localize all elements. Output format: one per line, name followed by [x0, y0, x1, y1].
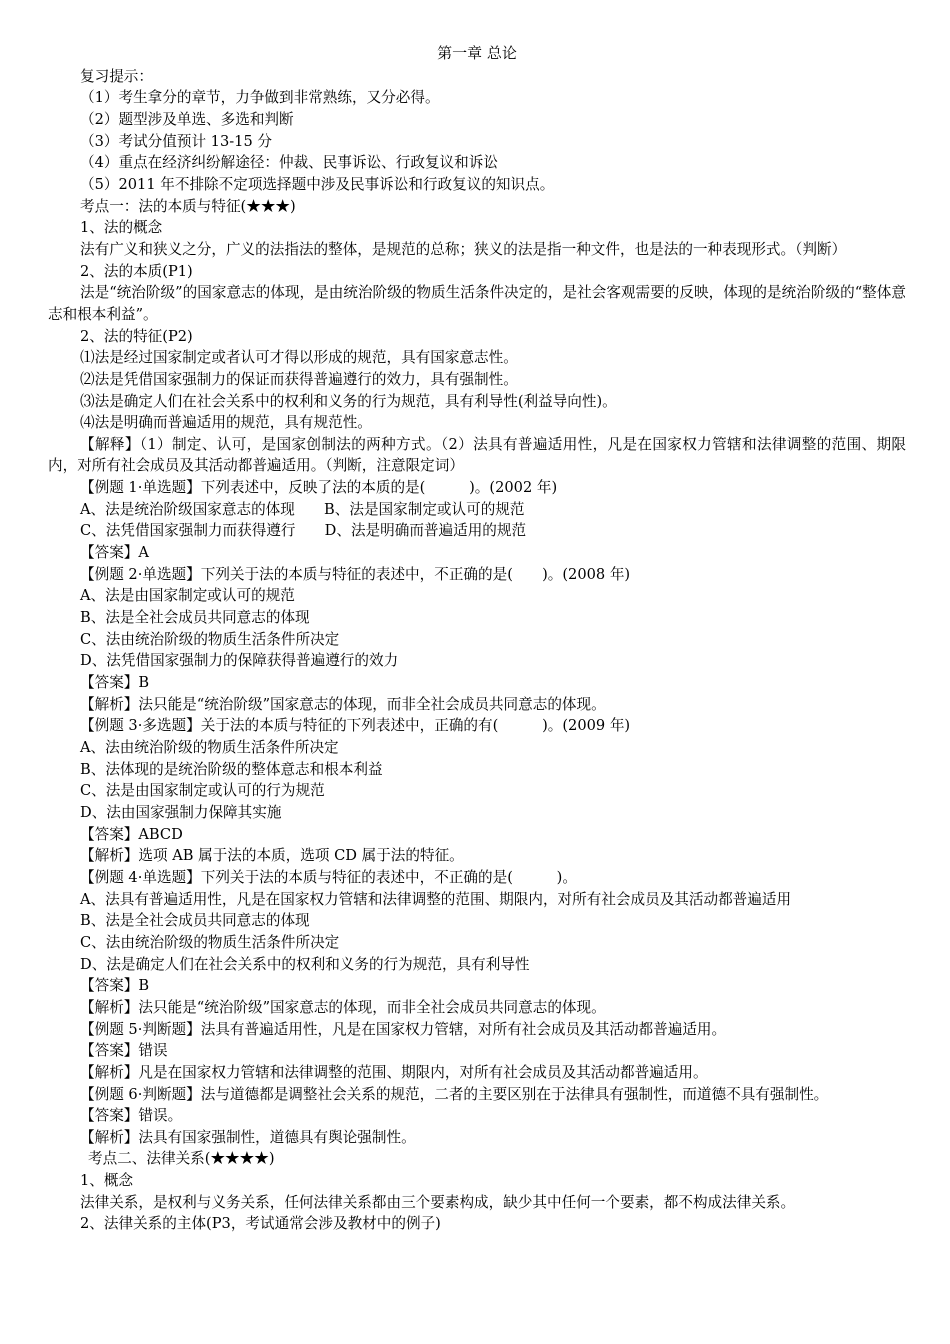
text-line: 【例题 1·单选题】下列表述中，反映了法的本质的是( )。(2002 年) [80, 479, 558, 497]
text-line: 2、法律关系的主体(P3，考试通常会涉及教材中的例子) [80, 1215, 441, 1233]
text-line: 【例题 4·单选题】下列关于法的本质与特征的表述中，不正确的是( )。 [80, 868, 577, 886]
text-line: 考点一：法的本质与特征(★★★) [80, 197, 296, 215]
text-line: 2、法的本质(P1) [80, 262, 193, 280]
text-line: 【解析】凡是在国家权力管辖和法律调整的范围、期限内，对所有社会成员及其活动都普遍适用。 [80, 1063, 708, 1081]
text-line: 【答案】B [80, 674, 150, 692]
text-line: ⑷法是明确而普遍适用的规范，具有规范性。 [80, 414, 372, 432]
text-line: C、法是由国家制定或认可的行为规范 [80, 782, 325, 800]
text-line: 复习提示： [80, 67, 153, 85]
text-line: （4）重点在经济纠纷解途径：仲裁、民事诉讼、行政复议和诉讼 [80, 154, 498, 172]
text-line: 法是“统治阶级”的国家意志的体现，是由统治阶级的物质生活条件决定的，是社会客观需要的反映，体现的是统治阶级的“整体意志和根本利益”。 [48, 284, 906, 323]
text-line: B、法是全社会成员共同意志的体现 [80, 912, 310, 930]
text-line: 【答案】ABCD [80, 825, 183, 843]
text-line: D、法凭借国家强制力的保障获得普遍遵行的效力 [80, 652, 399, 670]
text-line: 1、法的概念 [80, 219, 163, 237]
text-line: 【答案】错误 [80, 1042, 168, 1060]
text-line: C、法由统治阶级的物质生活条件所决定 [80, 630, 340, 648]
text-line: A、法具有普遍适用性，凡是在国家权力管辖和法律调整的范围、期限内，对所有社会成员及其活动都普遍适用 [80, 890, 792, 908]
document-body [48, 66, 906, 1235]
text-line: B、法是全社会成员共同意志的体现 [80, 609, 310, 627]
text-line: （5）2011 年不排除不定项选择题中涉及民事诉讼和行政复议的知识点。 [80, 175, 555, 193]
text-line: 法律关系，是权利与义务关系，任何法律关系都由三个要素构成，缺少其中任何一个要素，都不构成法律关系。 [80, 1193, 796, 1211]
text-line: C、法凭借国家强制力而获得遵行 D、法是明确而普遍适用的规范 [80, 522, 527, 540]
text-line: 【例题 5·判断题】法具有普遍适用性，凡是在国家权力管辖，对所有社会成员及其活动都普遍适用。 [80, 1020, 727, 1038]
text-line: （3）考试分值预计 13-15 分 [80, 132, 272, 150]
text-line: D、法由国家强制力保障其实施 [80, 803, 282, 821]
chapter-title: 第一章 总论 [437, 44, 517, 62]
text-line: 【解释】（1）制定、认可，是国家创制法的两种方式。（2）法具有普遍适用性，凡是在国家权力管辖和法律调整的范围、期限内，对所有社会成员及其活动都普遍适用。（判断，注意限定词） [48, 435, 906, 475]
text-line: ⑶法是确定人们在社会关系中的权利和义务的行为规范，具有利导性(利益导向性)。 [80, 392, 617, 410]
text-line: 【例题 6·判断题】法与道德都是调整社会关系的规范，二者的主要区别在于法律具有强制性，而道德不具有强制性。 [80, 1085, 829, 1103]
text-line: 法有广义和狭义之分，广义的法指法的整体，是规范的总称；狭义的法是指一种文件，也是法的一种表现形式。（判断） [80, 240, 847, 258]
text-line: （2）题型涉及单选、多选和判断 [80, 110, 294, 128]
text-line: （1）考生拿分的章节，力争做到非常熟练，又分必得。 [80, 89, 440, 107]
text-line: ⑴法是经过国家制定或者认可才得以形成的规范，具有国家意志性。 [80, 349, 518, 367]
text-line: B、法体现的是统治阶级的整体意志和根本利益 [80, 760, 383, 778]
text-line: 【解析】法只能是“统治阶级”国家意志的体现，而非全社会成员共同意志的体现。 [80, 695, 606, 713]
text-line: D、法是确定人们在社会关系中的权利和义务的行为规范，具有利导性 [80, 955, 530, 973]
text-line: 【解析】法只能是“统治阶级”国家意志的体现，而非全社会成员共同意志的体现。 [80, 998, 606, 1016]
text-line: A、法是统治阶级国家意志的体现 B、法是国家制定或认可的规范 [80, 500, 525, 518]
text-line: 【解析】法具有国家强制性，道德具有舆论强制性。 [80, 1128, 416, 1146]
text-line: 考点二、法律关系(★★★★) [88, 1150, 275, 1168]
text-line: 【例题 2·单选题】下列关于法的本质与特征的表述中，不正确的是( )。(2008 年) [80, 565, 631, 583]
text-line: 2、法的特征(P2) [80, 327, 193, 345]
text-line: A、法由统治阶级的物质生活条件所决定 [80, 739, 339, 756]
text-line: 【例题 3·多选题】关于法的本质与特征的下列表述中，正确的有( )。(2009 年) [80, 717, 631, 735]
text-line: 【答案】B [80, 977, 150, 995]
text-line: 1、概念 [80, 1172, 134, 1190]
text-line: C、法由统治阶级的物质生活条件所决定 [80, 933, 340, 951]
text-line: ⑵法是凭借国家强制力的保证而获得普遍遵行的效力，具有强制性。 [80, 370, 518, 388]
text-line: A、法是由国家制定或认可的规范 [80, 587, 295, 605]
text-line: 【解析】选项 AB 属于法的本质，选项 CD 属于法的特征。 [80, 847, 464, 865]
text-line: 【答案】A [80, 544, 149, 562]
text-line: 【答案】错误。 [80, 1107, 183, 1125]
